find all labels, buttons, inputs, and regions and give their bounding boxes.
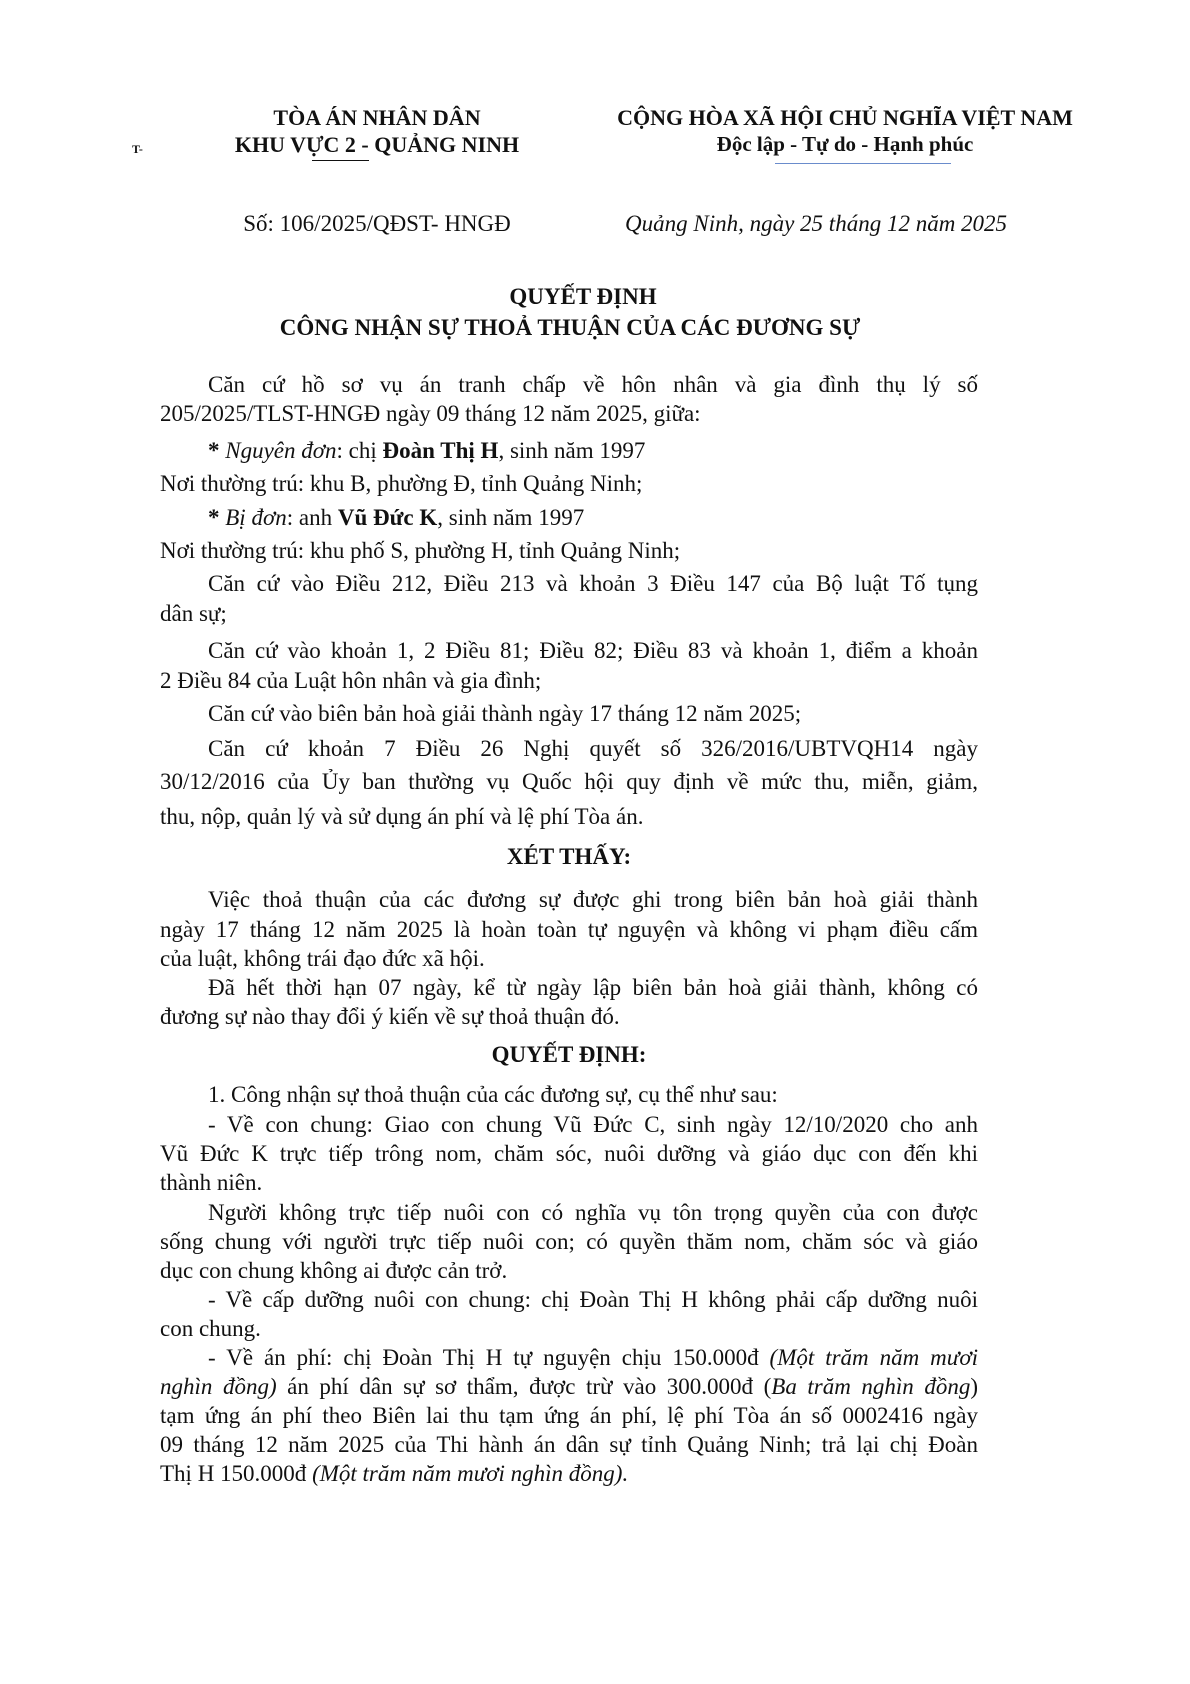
text-run: Nơi thường trú: khu phố S, phường H, tỉnh Quảng Ninh; bbox=[160, 538, 681, 563]
text-line bbox=[160, 1199, 978, 1227]
text-run: Thị H 150.000đ bbox=[160, 1461, 313, 1486]
text-run: - Về con chung: Giao con chung Vũ Đức C, sinh ngày 12/10/2020 cho anh bbox=[208, 1112, 978, 1137]
text-line bbox=[160, 803, 978, 831]
text-run: 2 Điều 84 của Luật hôn nhân và gia đình; bbox=[160, 668, 542, 693]
country-name: CỘNG HÒA XÃ HỘI CHỦ NGHĨA VIỆT NAM bbox=[617, 105, 1073, 130]
text-run: ngày 17 tháng 12 năm 2025 là hoàn toàn tự nguyện và không vi phạm điều cấm bbox=[160, 917, 978, 942]
text-line bbox=[160, 1460, 978, 1488]
text-run: thu, nộp, quản lý và sử dụng án phí và lệ phí Tòa án. bbox=[160, 804, 644, 829]
text-run: án phí dân sự sơ thẩm, được trừ vào 300.000đ ( bbox=[276, 1374, 772, 1399]
text-line bbox=[160, 1257, 978, 1285]
text-run: Căn cứ vào khoản 1, 2 Điều 81; Điều 82; Điều 83 và khoản 1, điểm a khoản bbox=[208, 638, 978, 663]
text-run: : anh bbox=[286, 505, 338, 530]
text-run: Vũ Đức K trực tiếp trông nom, chăm sóc, nuôi dưỡng và giáo dục con đến khi bbox=[160, 1141, 978, 1166]
text-run: con chung. bbox=[160, 1316, 261, 1341]
court-region: KHU VỰC 2 - QUẢNG NINH bbox=[234, 132, 520, 157]
text-run: Căn cứ hồ sơ vụ án tranh chấp về hôn nhân và gia đình thụ lý số bbox=[208, 372, 978, 397]
text-run: 1. Công nhận sự thoả thuận của các đương sự, cụ thể như sau: bbox=[208, 1082, 778, 1107]
text-run: của luật, không trái đạo đức xã hội. bbox=[160, 946, 485, 971]
text-line bbox=[160, 1003, 978, 1031]
text-run: (Một trăm năm mươi bbox=[769, 1345, 978, 1370]
text-run: 09 tháng 12 năm 2025 của Thi hành án dân sự tỉnh Quảng Ninh; trả lại chị Đoàn bbox=[160, 1432, 978, 1457]
text-line bbox=[160, 1140, 978, 1168]
text-run: ) bbox=[970, 1374, 978, 1399]
text-run: dục con chung không ai được cản trở. bbox=[160, 1258, 508, 1283]
text-run: QUYẾT ĐỊNH: bbox=[491, 1042, 647, 1067]
text-line bbox=[160, 1228, 978, 1256]
text-line bbox=[160, 945, 978, 973]
text-line bbox=[160, 700, 978, 728]
text-run: Vũ Đức K bbox=[337, 505, 438, 530]
text-line bbox=[160, 1402, 978, 1430]
text-run: tạm ứng án phí theo Biên lai thu tạm ứng án phí, lệ phí Tòa án số 0002416 ngày bbox=[160, 1403, 978, 1428]
text-run: Căn cứ vào Điều 212, Điều 213 và khoản 3 Điều 147 của Bộ luật Tố tụng bbox=[208, 571, 978, 596]
court-name: TÒA ÁN NHÂN DÂN bbox=[273, 105, 481, 130]
text-line bbox=[160, 400, 978, 428]
text-run: Bị đơn bbox=[225, 505, 287, 530]
text-line bbox=[160, 537, 978, 565]
text-run: - Về án phí: chị Đoàn Thị H tự nguyện chịu 150.000đ bbox=[208, 1345, 770, 1370]
text-line bbox=[160, 1344, 978, 1372]
text-run: XÉT THẤY: bbox=[506, 844, 632, 869]
left-underline bbox=[312, 160, 369, 161]
margin-mark: T- bbox=[132, 142, 143, 156]
national-motto: Độc lập - Tự do - Hạnh phúc bbox=[716, 132, 974, 156]
text-run: nghìn đồng) bbox=[160, 1374, 277, 1399]
text-line bbox=[160, 768, 978, 796]
text-line bbox=[160, 470, 978, 498]
section-heading bbox=[160, 843, 978, 871]
text-run: (Một trăm năm mươi nghìn đồng). bbox=[312, 1461, 629, 1486]
decision-number: Số: 106/2025/QĐST- HNGĐ bbox=[243, 211, 511, 236]
text-line bbox=[160, 886, 978, 914]
text-line bbox=[160, 637, 978, 665]
page-subtitle: CÔNG NHẬN SỰ THOẢ THUẬN CỦA CÁC ĐƯƠNG SỰ bbox=[279, 315, 861, 340]
text-run: * bbox=[208, 505, 226, 530]
text-line bbox=[160, 735, 978, 763]
text-run: Người không trực tiếp nuôi con có nghĩa vụ tôn trọng quyền của con được bbox=[208, 1200, 978, 1225]
text-line bbox=[160, 1431, 978, 1459]
text-run: , sinh năm 1997 bbox=[437, 505, 585, 530]
text-run: Nguyên đơn bbox=[225, 438, 337, 463]
page-title: QUYẾT ĐỊNH bbox=[509, 284, 657, 309]
text-line bbox=[160, 504, 978, 532]
text-run: : chị bbox=[336, 438, 383, 463]
text-run: 30/12/2016 của Ủy ban thường vụ Quốc hội quy định về mức thu, miễn, giảm, bbox=[160, 769, 978, 794]
text-run: đương sự nào thay đổi ý kiến về sự thoả thuận đó. bbox=[160, 1004, 620, 1029]
text-run: * bbox=[208, 438, 226, 463]
decision-date: Quảng Ninh, ngày 25 tháng 12 năm 2025 bbox=[625, 211, 1008, 236]
section-heading bbox=[160, 1041, 978, 1069]
text-line bbox=[160, 600, 978, 628]
text-run: Việc thoả thuận của các đương sự được ghi trong biên bản hoà giải thành bbox=[208, 887, 978, 912]
text-run: sống chung với người trực tiếp nuôi con; có quyền thăm nom, chăm sóc và giáo bbox=[160, 1229, 978, 1254]
text-run: , sinh năm 1997 bbox=[498, 438, 646, 463]
text-line bbox=[160, 1081, 978, 1109]
text-line bbox=[160, 974, 978, 1002]
text-line bbox=[160, 1286, 978, 1314]
text-line bbox=[160, 570, 978, 598]
text-line bbox=[160, 916, 978, 944]
text-line bbox=[160, 1111, 978, 1139]
text-run: dân sự; bbox=[160, 601, 227, 626]
text-line bbox=[160, 1373, 978, 1401]
text-line bbox=[160, 1315, 978, 1343]
right-underline bbox=[775, 163, 951, 164]
text-line bbox=[160, 1169, 978, 1197]
text-run: Đã hết thời hạn 07 ngày, kể từ ngày lập biên bản hoà giải thành, không có bbox=[208, 975, 978, 1000]
text-run: 205/2025/TLST-HNGĐ ngày 09 tháng 12 năm 2025, giữa: bbox=[160, 401, 701, 426]
text-line bbox=[160, 371, 978, 399]
text-run: Căn cứ khoản 7 Điều 26 Nghị quyết số 326/2016/UBTVQH14 ngày bbox=[208, 736, 978, 761]
text-line bbox=[160, 437, 978, 465]
text-line bbox=[160, 667, 978, 695]
text-run: Căn cứ vào biên bản hoà giải thành ngày 17 tháng 12 năm 2025; bbox=[208, 701, 802, 726]
text-run: - Về cấp dưỡng nuôi con chung: chị Đoàn Thị H không phải cấp dưỡng nuôi bbox=[208, 1287, 978, 1312]
text-run: Nơi thường trú: khu B, phường Đ, tỉnh Quảng Ninh; bbox=[160, 471, 643, 496]
text-run: Ba trăm nghìn đồng bbox=[771, 1374, 971, 1399]
text-run: Đoàn Thị H bbox=[382, 438, 499, 463]
text-run: thành niên. bbox=[160, 1170, 263, 1195]
